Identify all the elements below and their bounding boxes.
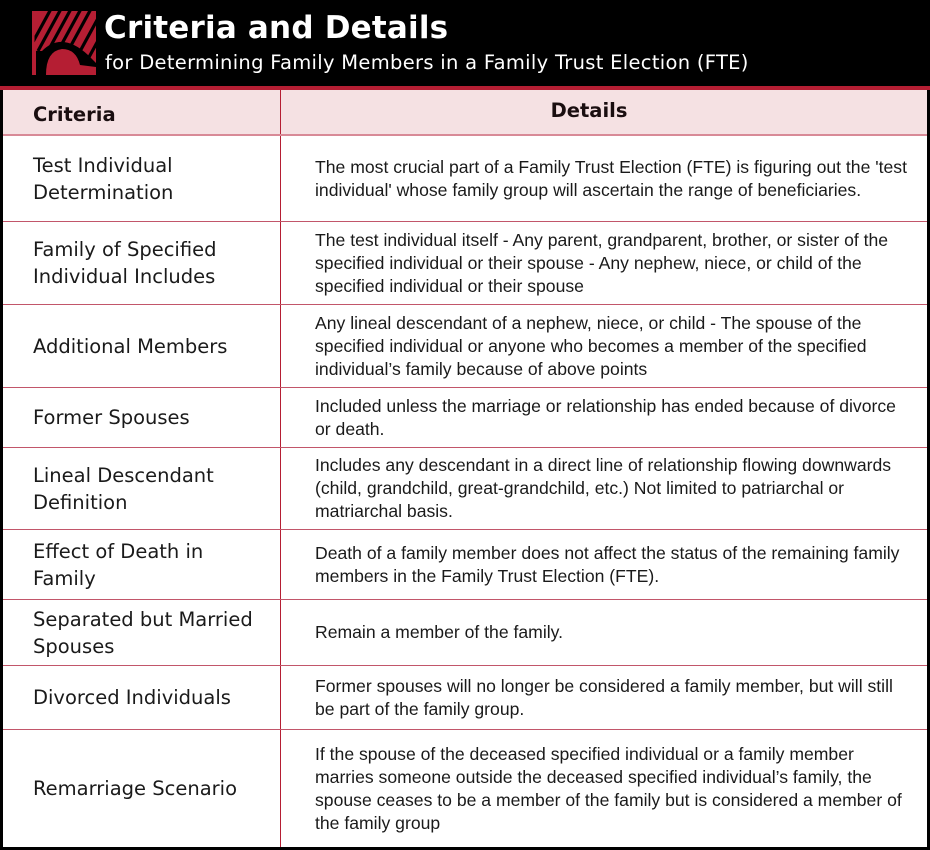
details-cell: The most crucial part of a Family Trust Election (FTE) is figuring out the 'test individual' whose family group will ascertain the range of beneficiaries. — [315, 156, 907, 200]
title-banner — [0, 0, 930, 86]
striped-sunrise-logo-icon — [32, 11, 96, 75]
column-header-details: Details — [550, 98, 628, 122]
page-subtitle: for Determining Family Members in a Family Trust Election (FTE) — [105, 51, 749, 74]
table-row — [3, 222, 927, 305]
criteria-cell: Additional Members — [3, 305, 281, 387]
details-cell: Included unless the marriage or relationship has ended because of divorce or death. — [315, 395, 896, 439]
criteria-cell: Test Individual Determination — [3, 136, 281, 221]
table-row — [3, 600, 927, 666]
criteria-cell: Divorced Individuals — [3, 666, 281, 729]
table-header-row — [3, 90, 927, 136]
details-cell: Remain a member of the family. — [315, 622, 564, 642]
table-row — [3, 136, 927, 222]
criteria-cell: Effect of Death in Family — [3, 530, 281, 599]
column-header-criteria: Criteria — [3, 90, 281, 134]
details-cell: Includes any descendant in a direct line of relationship flowing downwards (child, grandchild, great-grandchild, etc.) Not limited to patriarchal or matriarchal basis. — [315, 455, 892, 521]
criteria-cell: Former Spouses — [3, 388, 281, 447]
table-row — [3, 448, 927, 530]
details-cell: If the spouse of the deceased specified individual or a family member marries someone outside the deceased specified individual’s family, the spouse ceases to be a member of the family but is considered a member of the family group — [315, 743, 902, 833]
page-title: Criteria and Details — [104, 10, 449, 46]
table-row — [3, 666, 927, 730]
details-cell: Death of a family member does not affect the status of the remaining family members in the Family Trust Election (FTE). — [315, 542, 900, 586]
table-row — [3, 730, 927, 847]
criteria-cell: Remarriage Scenario — [3, 730, 281, 847]
criteria-cell: Separated but Married Spouses — [3, 600, 281, 665]
criteria-cell: Family of Specified Individual Includes — [3, 222, 281, 304]
table-row — [3, 305, 927, 388]
details-cell: Any lineal descendant of a nephew, niece, or child - The spouse of the specified individual or anyone who becomes a member of the specified individual’s family because of above points — [315, 312, 867, 379]
details-cell: The test individual itself - Any parent, grandparent, brother, or sister of the specified individual or their spouse - Any nephew, niece, or child of the specified individual or their spouse — [315, 229, 889, 296]
table-row — [3, 388, 927, 448]
criteria-table — [3, 90, 927, 847]
criteria-cell: Lineal Descendant Definition — [3, 448, 281, 529]
table-row — [3, 530, 927, 600]
details-cell: Former spouses will no longer be considered a family member, but will still be part of the family group. — [315, 675, 893, 719]
